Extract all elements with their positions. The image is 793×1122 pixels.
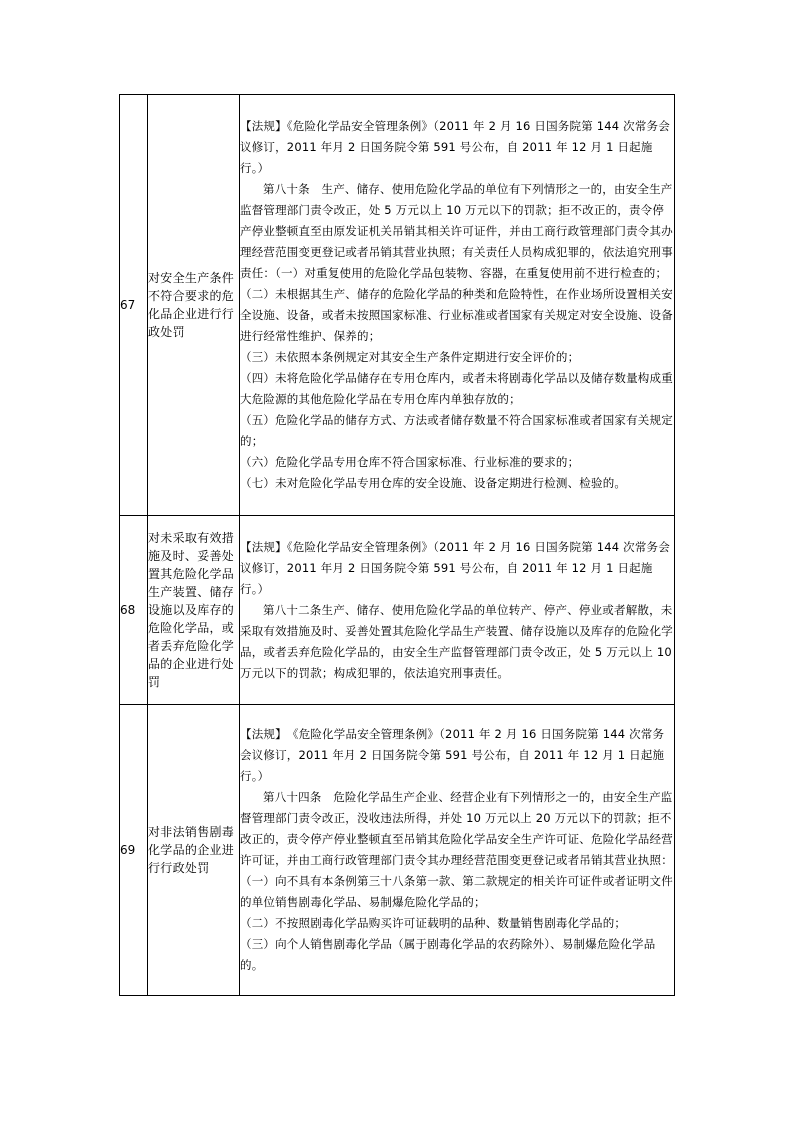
article-clause: （七）未对危险化学品专用仓库的安全设施、设备定期进行检测、检验的。 bbox=[240, 476, 627, 490]
regulation-citation: 【法规】《危险化学品安全管理条例》（2011 年 2 月 16 日国务院第 144 次常务会议修订，2011 年月 2 日国务院令第 591 号公布，自 2011 年 12 月 1 日起施行。） bbox=[240, 119, 670, 175]
row-number: 68 bbox=[120, 516, 148, 705]
article-text: 第八十条 生产、储存、使用危险化学品的单位有下列情形之一的，由安全生产监督管理部门责令改正，处 5 万元以上 10 万元以下的罚款；拒不改正的，责令停产停业整顿直至由原发证机关吊销其相关许可证件，并由工商行政管理部门责令其办理经营范围变更登记或者吊销其营业执照；有关责任人员构成犯罪的，依法追究刑事责任：（一）对重复使用的危险化学品包装物、容器，在重复使用前不进行检查的； bbox=[240, 182, 673, 280]
article-clause: （五）危险化学品的储存方式、方法或者储存数量不符合国家标准或者国家有关规定的； bbox=[240, 413, 673, 448]
table-row bbox=[120, 516, 675, 705]
article-clause: （二）未根据其生产、储存的危险化学品的种类和危险特性，在作业场所设置相关安全设施、设备，或者未按照国家标准、行业标准或者国家有关规定对安全设施、设备进行经常性维护、保养的； bbox=[240, 287, 673, 343]
item-name: 对未采取有效措施及时、妥善处置其危险化学品生产装置、储存设施以及库存的危险化学品，或者丢弃危险化学品的企业进行处罚 bbox=[148, 516, 240, 705]
row-number: 69 bbox=[120, 705, 148, 996]
article-text: 第八十四条 危险化学品生产企业、经营企业有下列情形之一的，由安全生产监督管理部门责令改正，没收违法所得，并处 10 万元以上 20 万元以下的罚款；拒不改正的，责令停产停业整顿直至吊销其危险化学品安全生产许可证、危险化学品经营许可证，并由工商行政管理部门责令其办理经营范围变更登记或者吊销其营业执照： （一）向不具有本条例第三十八条第一款、第二款规定的相关许可证件或者证明文件的单位销售剧毒化学品、易制爆危险化学品的； bbox=[240, 790, 679, 909]
article-clause: （四）未将危险化学品储存在专用仓库内，或者未将剧毒化学品以及储存数量构成重大危险源的其他危险化学品在专用仓库内单独存放的； bbox=[240, 371, 673, 406]
article-clause: （二）不按照剧毒化学品购买许可证载明的品种、数量销售剧毒化学品的； bbox=[240, 916, 627, 930]
table-row bbox=[120, 95, 675, 516]
regulation-citation: 【法规】 《危险化学品安全管理条例》（2011 年 2 月 16 日国务院第 144 次常务会议修订，2011 年月 2 日国务院令第 591 号公布，自 2011 年 12 月 1 日起施行。） bbox=[240, 727, 665, 783]
article-clause: （三）未依照本条例规定对其安全生产条件定期进行安全评价的； bbox=[240, 350, 580, 364]
article-text: 第八十二条生产、储存、使用危险化学品的单位转产、停产、停业或者解散，未采取有效措施及时、妥善处置其危险化学品生产装置、储存设施以及库存的危险化学品，或者丢弃危险化学品的，由安全生产监督管理部门责令改正，处 5 万元以上 10 万元以下的罚款；构成犯罪的，依法追究刑事责任。 bbox=[240, 602, 673, 680]
regulation-citation: 【法规】《危险化学品安全管理条例》（2011 年 2 月 16 日国务院第 144 次常务会议修订，2011 年月 2 日国务院令第 591 号公布，自 2011 年 12 月 1 日起施行。） bbox=[240, 539, 670, 596]
item-name: 对非法销售剧毒化学品的企业进行行政处罚 bbox=[148, 705, 240, 996]
row-number: 67 bbox=[120, 95, 148, 516]
item-name: 对安全生产条件不符合要求的危化品企业进行行政处罚 bbox=[148, 95, 240, 516]
legal-basis bbox=[240, 95, 675, 516]
regulation-table bbox=[119, 94, 679, 996]
table-row bbox=[120, 705, 675, 996]
article-clause: （六）危险化学品专用仓库不符合国家标准、行业标准的要求的； bbox=[240, 455, 580, 469]
legal-basis bbox=[240, 516, 675, 705]
article-clause: （三）向个人销售剧毒化学品（属于剧毒化学品的农药除外）、易制爆危险化学品的。 bbox=[240, 937, 656, 972]
legal-basis bbox=[240, 705, 679, 996]
